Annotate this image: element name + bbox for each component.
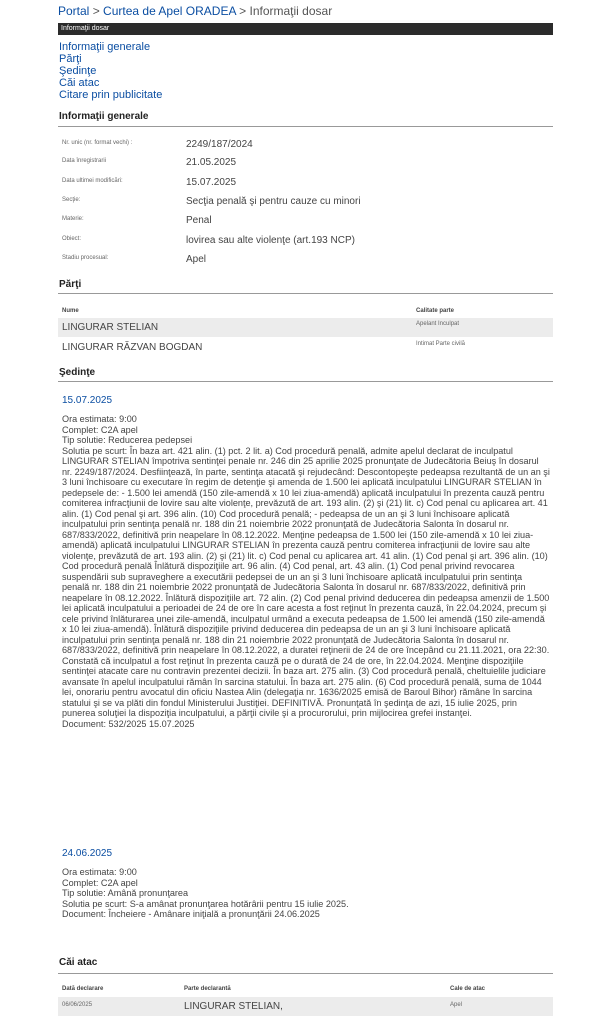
column-header-name: Nume <box>62 308 79 314</box>
session-time: Ora estimata: 9:00 <box>62 867 137 877</box>
section-header-bar: Informaţii dosar <box>58 23 553 35</box>
nav-link-parti[interactable]: Părţi <box>59 53 82 65</box>
party-name: LINGURAR STELIAN <box>62 322 159 333</box>
field-label: Obiect: <box>62 236 82 242</box>
field-value: Apel <box>186 254 207 265</box>
party-role: Intimat Parte civilă <box>416 341 466 347</box>
breadcrumb-court-link[interactable]: Curtea de Apel ORADEA <box>103 4 236 18</box>
session-details <box>62 414 550 729</box>
table-row <box>58 997 553 1016</box>
nav-link-general[interactable]: Informaţii generale <box>59 41 151 53</box>
nav-link-cai-atac[interactable]: Căi atac <box>59 77 100 89</box>
general-heading: Informaţii generale <box>59 111 149 122</box>
session-solution-type: Tip solutie: Reducerea pedepsei <box>62 435 193 445</box>
party-name: LINGURAR RĂZVAN BOGDAN <box>62 342 203 353</box>
section-nav <box>59 41 162 101</box>
field-value: 2249/187/2024 <box>186 139 253 150</box>
appeal-date: 06/06/2025 <box>62 1002 93 1008</box>
session-date: 24.06.2025 <box>62 848 113 859</box>
field-label: Stadiu procesual: <box>62 255 109 261</box>
party-role: Apelant Inculpat <box>416 321 460 327</box>
session-solution-type: Tip solutie: Amână pronunţarea <box>62 888 189 898</box>
sedinte-heading: Şedinţe <box>59 367 96 378</box>
divider <box>58 293 553 294</box>
session-solution-summary: Solutia pe scurt: S-a amânat pronunţarea hotărârii pentru 15 iulie 2025. <box>62 898 349 909</box>
column-header-role: Calitate parte <box>416 308 455 314</box>
field-label: Nr. unic (nr. format vechi) : <box>62 140 133 146</box>
parti-heading: Părţi <box>59 279 82 290</box>
session-time: Ora estimata: 9:00 <box>62 414 137 424</box>
session-details <box>62 867 550 920</box>
field-label: Data înregistrarii <box>62 158 107 164</box>
divider <box>58 381 553 382</box>
field-label: Materie: <box>62 216 84 222</box>
nav-link-citare[interactable]: Citare prin publicitate <box>59 89 163 101</box>
session-document: Document: Încheiere - Amânare iniţială a pronunţării 24.06.2025 <box>62 909 320 919</box>
session-panel: Complet: C2A apel <box>62 424 138 435</box>
field-value: 15.07.2025 <box>186 177 237 188</box>
session-panel: Complet: C2A apel <box>62 877 138 888</box>
divider <box>58 126 553 127</box>
column-header-party: Parte declarantă <box>184 986 231 992</box>
breadcrumb-separator: > <box>239 4 250 18</box>
appeal-party: LINGURAR STELIAN, <box>184 1001 283 1012</box>
session-solution-summary: Solutia pe scurt: În baza art. 421 alin. (1) pct. 2 lit. a) Cod procedură penală, admite apelul declarat de inculpatul LINGURAR STELIAN împotriva sentinţei penale nr. 246 din 25 aprilie 2025 pronunţate de Judecătoria Beiuş în dosarul nr. 2249/187/2024. Desfiinţează, în parte, sentinţa atacată şi rejudecând: Descontopeşte pedeapsa rezultantă de un an şi 3 luni închisoare cu executare în regim de detenţie şi amenda de 1.500 lei aplicată inculpatului LINGURAR STELIAN în pedepsele de: - 1.500 lei amendă (150 zile-amendă x 10 lei ziua-amendă) aplicată inculpatului în prezenta cauză pentru comiterea infracţiunii de lovire sau alte violenţe, prevăzută de art. 193 alin. (2) şi (21) lit. c) Cod penal cu aplicarea art. 41 alin. (1) Cod penal şi art. 396 alin. (10) Cod procedură penală; - pedeapsa de un an şi 3 luni închisoare aplicată inculpatului prin sentinţa penală nr. 188 din 21 noiembrie 2022 pronunţată de Judecătoria Salonta în dosarul nr. 687/833/2022, definitivă prin neapelare în 08.12.2022. Menţine pedeapsa de 1.500 lei (150 zile-amendă x 10 lei ziua-amendă) aplicată inculpatului LINGURAR STELIAN în prezenta cauză pentru comiterea infracţiunii de lovire sau alte violenţe, prevăzută de art. 193 alin. (2) şi (21) lit. c) Cod penal cu aplicarea art. 41 alin. (1) Cod penal şi art. 396 alin. (10) Cod procedură penală Înlătură dispoziţiile art. 96 alin. (4) Cod penal, art. 43 alin. (1) Cod penal privind revocarea suspendării sub supraveghere a executării pedepsei de un an şi 3 luni închisoare aplicată inculpatului prin sentinţa penală nr. 188 din 21 noiembrie 2022 pronunţată de Judecătoria Salonta în dosarul nr. 687/833/2022, definitivă prin neapelare în 08.12.2022. Înlătură dispoziţiile art. 72 alin. (2) Cod penal privind deducerea din pedeapsa amenzii de 1.500 lei aplicată inculpatului a perioadei de 24 de ore în care acesta a fost reţinut în prezenta cauză, în 22.04.2024, precum şi cele privind înlăturarea unei zile-amendă, inculpatul urmând a executa pedeapsa de 1.500 lei amendă (150 zile-amendă x 10 lei ziua-amendă). Înlătură dispoziţiile privind deducerea din pedeapsa de un an şi 3 luni închisoare aplicată inculpatului prin sentinţa penală nr. 188 din 21 noiembrie 2022 pronunţată de Judecătoria Salonta în dosarul nr. 687/833/2022, definitivă prin neapelare în 08.12.2022, a duratei reţinerii de 24 de ore începând cu 21.11.2021, ora 22:30. Constată că inculpatul a fost reţinut în prezenta cauză pe o durată de 24 de ore, în 22.04.2024. Menţine dispoziţiile sentinţei atacate care nu contravin prezentei decizii. În baza art. 275 alin. (3) Cod procedură penală, cheltuielile judiciare avansate în apelul inculpatului rămân în sarcina statului. În baza art. 275 alin. (6) Cod procedură penală, suma de 1044 lei, onorariu pentru avocatul din oficiu Nastea Alin (delegaţia nr. 1636/2025 emisă de Baroul Bihor) rămâne în sarcina statului şi se va plăti din fondul Ministerului Justiţiei. DEFINITIVĂ. Pronunţată în şedinţa de azi, 15 iulie 2025, prin punerea soluţiei la dispoziţia inculpatului, a părţii civile şi a procurorului, prin mijlocirea grefei instanţei. <box>62 445 550 718</box>
field-value: lovirea sau alte violenţe (art.193 NCP) <box>186 235 355 246</box>
nav-link-sedinte[interactable]: Şedinţe <box>59 65 97 77</box>
breadcrumb-separator: > <box>92 4 104 18</box>
field-label: Secţie: <box>62 197 81 203</box>
breadcrumb-portal-link[interactable]: Portal <box>58 4 90 18</box>
column-header-date: Dată declarare <box>62 986 104 992</box>
table-row <box>58 318 553 337</box>
column-header-type: Cale de atac <box>450 986 486 992</box>
field-value: Penal <box>186 215 212 226</box>
cai-atac-heading: Căi atac <box>59 957 98 968</box>
breadcrumb <box>58 4 332 18</box>
divider <box>58 973 553 974</box>
appeal-type: Apel <box>450 1002 463 1008</box>
field-value: 21.05.2025 <box>186 157 237 168</box>
session-document: Document: 532/2025 15.07.2025 <box>62 718 195 729</box>
breadcrumb-current: Informaţii dosar <box>249 4 333 18</box>
table-row <box>58 338 553 357</box>
session-date: 15.07.2025 <box>62 395 113 406</box>
field-value: Secţia penală şi pentru cauze cu minori <box>186 196 361 207</box>
field-label: Data ultimei modificări: <box>62 178 123 184</box>
